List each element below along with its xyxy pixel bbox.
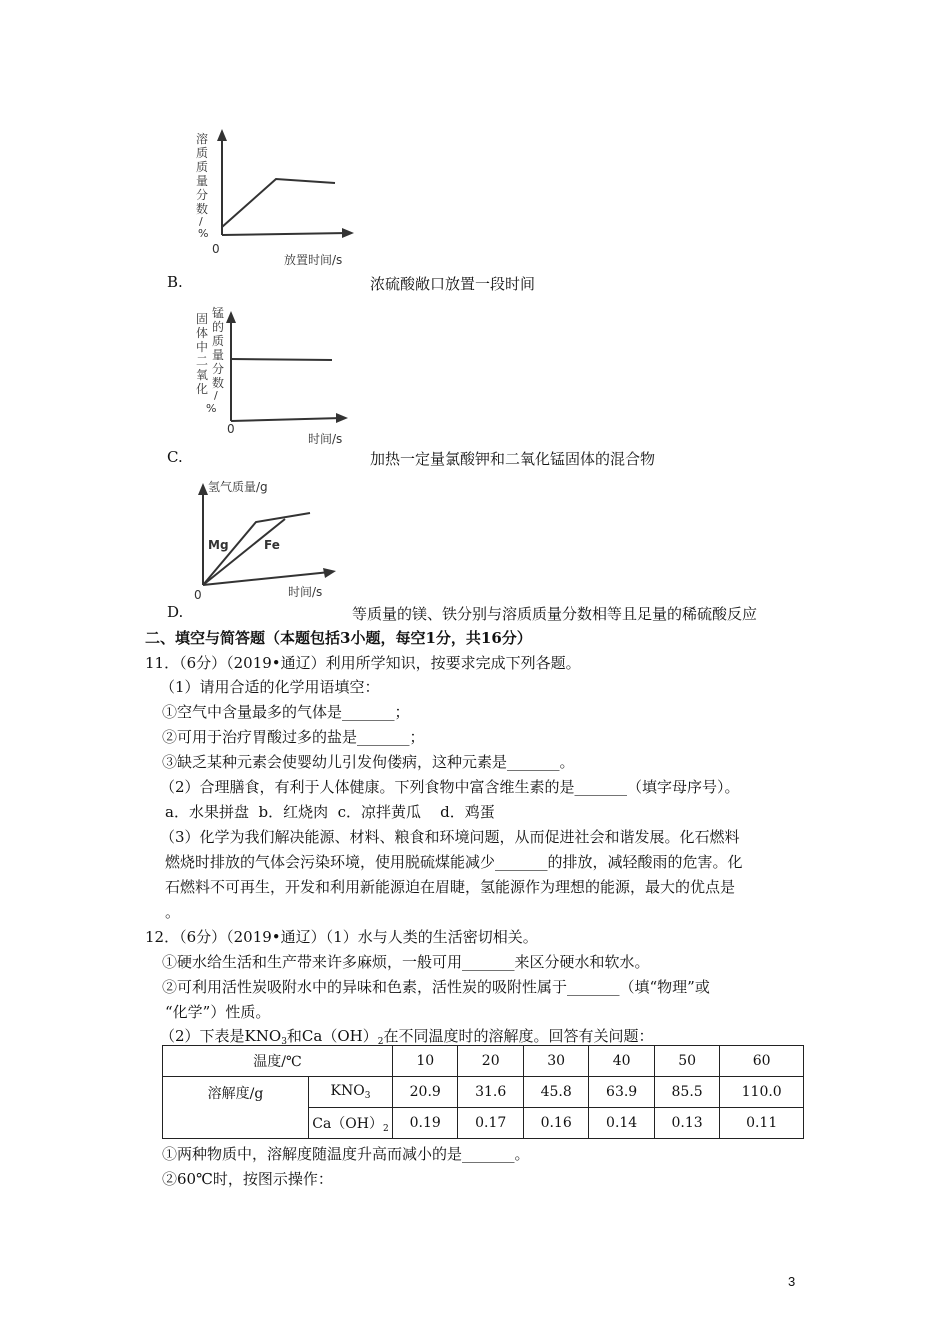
graph-d-fe-line [203,519,285,585]
option-d-letter: D. [167,603,184,621]
kno3-cell: 63.9 [589,1077,654,1108]
q11-part1-item3: ③缺乏某种元素会使婴幼儿引发佝偻病，这种元素是_______。 [162,753,575,771]
q11-part3-line1: （3）化学为我们解决能源、材料、粮食和环境问题，从而促进社会和谐发展。化石燃料 [160,828,740,846]
option-d-text: 等质量的镁、铁分别与溶质质量分数相等且足量的稀硫酸反应 [352,605,758,623]
graph-c [190,303,360,448]
graph-b-curve [222,179,335,227]
graph-c-x-arrow [336,413,348,423]
graph-d-x-arrow [323,568,336,578]
table-row [163,1046,804,1077]
temp-cell: 10 [393,1046,458,1077]
graph-d-x-label: 时间/s [288,585,323,599]
kno3-cell: 20.9 [393,1077,458,1108]
q12-part1-item1: ①硬水给生活和生产带来许多麻烦，一般可用_______来区分硬水和软水。 [162,953,650,971]
graph-d-y-label: 氢气质量/g [208,480,268,494]
q12-part2-text: 和Ca（OH） [286,1027,378,1045]
graph-c-y-char: 数 [212,376,225,390]
graph-b-y-char: % [198,227,209,240]
graph-d-y-arrow [198,483,208,495]
caoh2-cell: 0.16 [523,1108,588,1139]
page-number: 3 [788,1274,796,1289]
option-c-text: 加热一定量氯酸钾和二氧化锰固体的混合物 [370,450,656,468]
graph-c-y-char: 量 [212,348,225,362]
table-row [163,1077,804,1108]
graph-c-y-char: 中 [196,340,209,354]
graph-b-y-char: 量 [196,174,209,188]
graph-d-x-axis [203,572,330,585]
graph-d-mg-label: Mg [208,538,229,552]
graph-c-y-char: 锰 [212,306,225,320]
q11-part3-line2: 燃烧时排放的气体会污染环境，使用脱硫煤能减少_______的排放，减轻酸雨的危害。化 [165,853,743,871]
caoh2-formula: Ca（OH） [312,1115,383,1132]
q11-head: 11．（6分）（2019•通辽）利用所学知识，按要求完成下列各题。 [145,654,581,672]
graph-b-y-char: / [199,215,203,228]
graph-c-y-arrow [226,311,236,323]
option-b-letter: B. [167,273,183,291]
graph-c-origin: 0 [227,422,235,436]
graph-b [190,125,370,270]
kno3-cell: 110.0 [720,1077,804,1108]
q11-part2: （2）合理膳食，有利于人体健康。下列食物中富含维生素的是_______（填字母序号）。 [160,778,740,796]
q12-question2: ②60℃时，按图示操作： [162,1170,333,1188]
graph-d-origin: 0 [194,588,202,602]
section2-title: 二、填空与简答题（本题包括3小题，每空1分，共16分） [145,629,532,647]
graph-d-fe-label: Fe [264,538,280,552]
caoh2-cell: 0.17 [458,1108,523,1139]
temp-cell: 20 [458,1046,523,1077]
kno3-label [309,1077,393,1108]
q12-part1-item2-line2: “化学”）性质。 [165,1003,271,1021]
caoh2-cell: 0.13 [654,1108,719,1139]
graph-b-x-arrow [342,228,354,238]
graph-c-y-char: / [214,389,218,402]
caoh2-cell: 0.11 [720,1108,804,1139]
graph-b-y-char: 溶 [196,132,209,146]
caoh2-sub: 2 [383,1123,389,1134]
caoh2-label [309,1108,393,1139]
q12-part2-intro [160,1025,653,1047]
graph-c-y-char: 体 [196,326,209,340]
kno3-cell: 85.5 [654,1077,719,1108]
graph-c-y-char: 的 [212,320,225,334]
kno3-formula: KNO [330,1083,365,1099]
temp-cell: 40 [589,1046,654,1077]
q12-part2-sub: 3 [281,1037,287,1047]
q12-part1-item2-line1: ②可利用活性炭吸附水中的异味和色素，活性炭的吸附性属于_______（填“物理”或 [162,978,710,996]
graph-c-curve [231,359,332,360]
graph-c-y-char: 氧 [196,368,209,382]
q12-part2-text: （2）下表是KNO [160,1027,282,1045]
graph-b-origin: 0 [212,242,220,256]
graph-b-y-char: 质 [196,160,209,174]
graph-c-y-char: 分 [212,362,225,376]
graph-b-y-char: 质 [196,146,209,160]
option-b-text: 浓硫酸敞口放置一段时间 [370,275,536,293]
graph-b-x-axis [222,233,348,235]
q11-part1-item1: ①空气中含量最多的气体是_______； [162,703,410,721]
graph-c-x-label: 时间/s [308,432,343,446]
graph-c-y-char: 二 [196,354,209,368]
q12-part2-sub: 2 [377,1037,384,1047]
temp-cell: 50 [654,1046,719,1077]
q11-part1: （1）请用合适的化学用语填空： [160,678,380,696]
q11-part2-options: a．水果拼盘 b．红烧肉 c．凉拌黄瓜 d．鸡蛋 [165,803,495,821]
q12-question1: ①两种物质中，溶解度随温度升高而减小的是_______。 [162,1145,530,1163]
graph-d [190,475,350,605]
kno3-sub: 3 [364,1091,371,1101]
solubility-table [162,1045,804,1139]
q12-part2-text: 在不同温度时的溶解度。回答有关问题： [383,1027,654,1045]
kno3-cell: 45.8 [523,1077,588,1108]
kno3-cell: 31.6 [458,1077,523,1108]
graph-b-x-label: 放置时间/s [284,253,343,267]
graph-c-y-char: % [206,402,217,415]
caoh2-cell: 0.14 [589,1108,654,1139]
q12-head: 12．（6分）（2019•通辽）（1）水与人类的生活密切相关。 [145,928,538,946]
caoh2-cell: 0.19 [393,1108,458,1139]
q11-part3-line3: 石燃料不可再生，开发和利用新能源迫在眉睫，氢能源作为理想的能源，最大的优点是 [165,878,736,896]
graph-b-y-char: 分 [196,188,209,202]
temp-header: 温度/℃ [163,1046,393,1077]
graph-c-y-char: 质 [212,334,225,348]
graph-c-y-char: 化 [196,382,209,396]
temp-cell: 30 [523,1046,588,1077]
graph-c-x-axis [231,418,342,421]
graph-b-y-char: 数 [196,202,209,216]
temp-cell: 60 [720,1046,804,1077]
q11-part3-line4: 。 [165,903,181,921]
solubility-header: 溶解度/g [163,1077,309,1139]
option-c-letter: C. [167,448,183,466]
q11-part1-item2: ②可用于治疗胃酸过多的盐是_______； [162,728,425,746]
graph-b-y-arrow [217,129,227,141]
graph-c-y-char: 固 [196,312,209,326]
